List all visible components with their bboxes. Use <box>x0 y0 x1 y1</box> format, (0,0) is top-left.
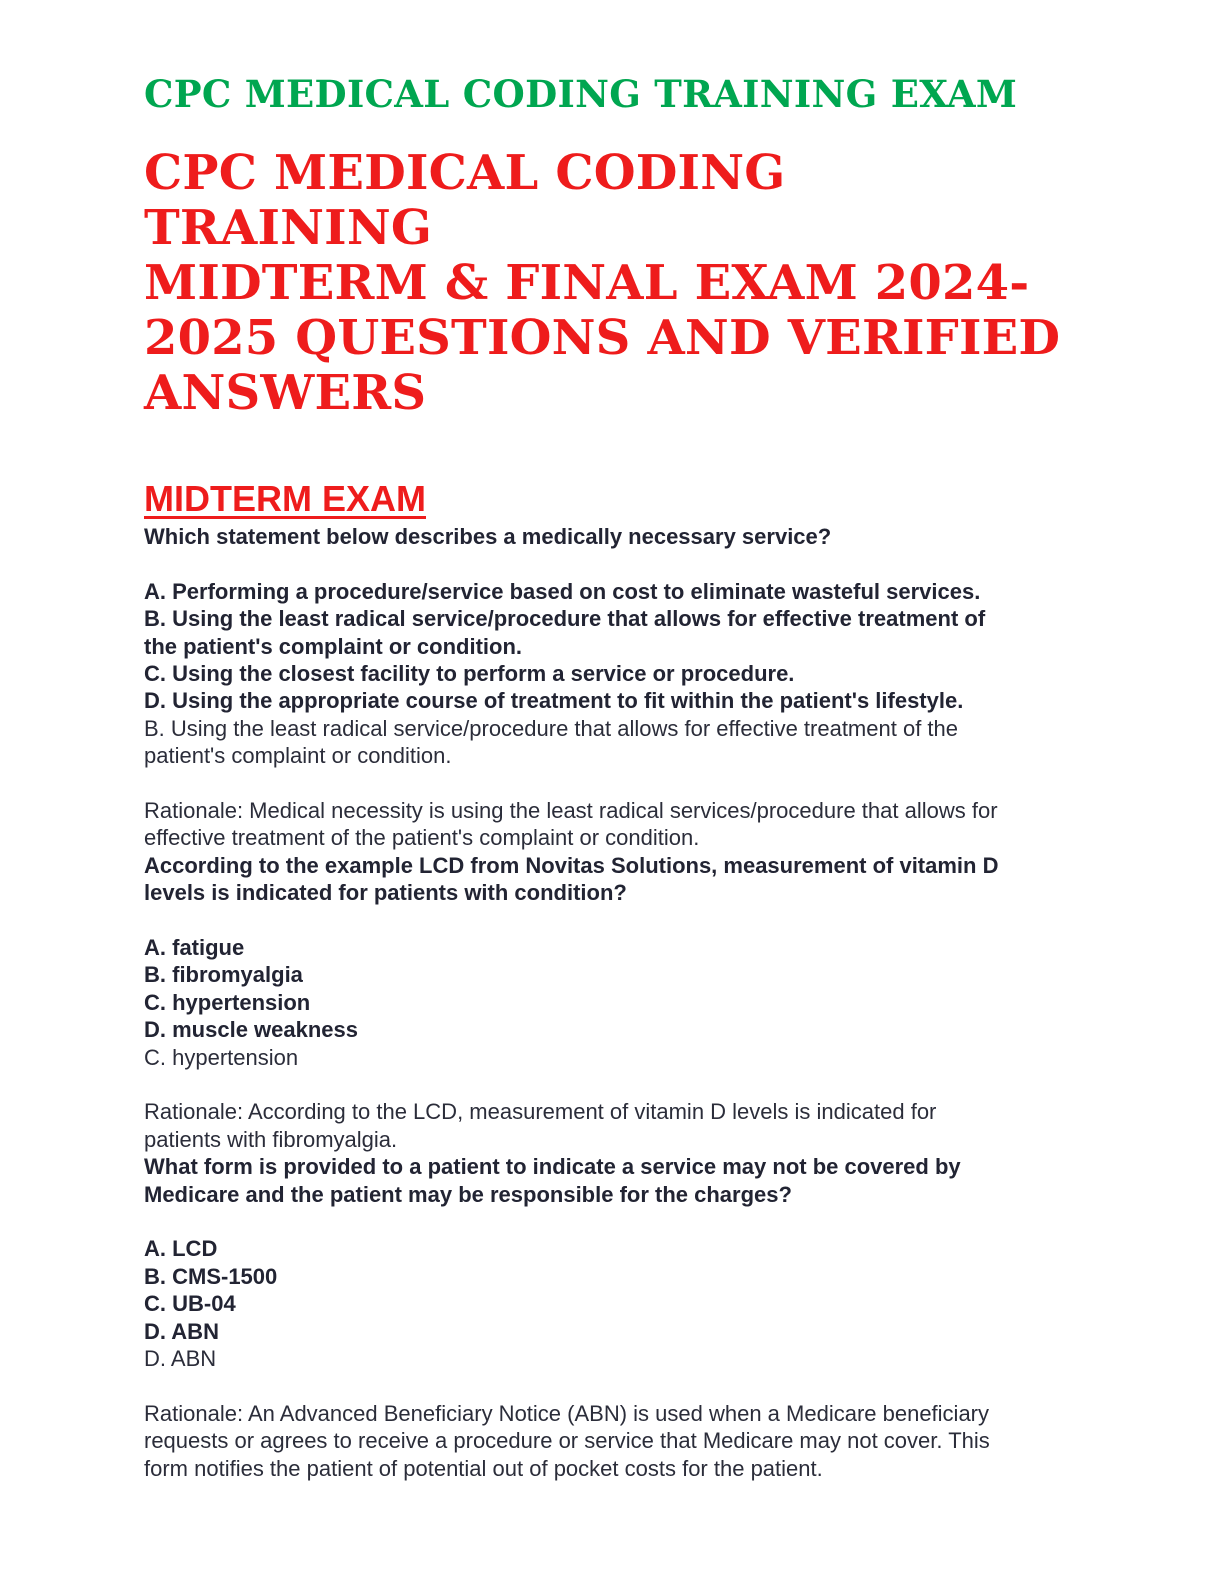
option-b <box>144 605 1084 660</box>
rationale-line: Rationale: Medical necessity is using the least radical services/procedure that allows for <box>144 798 998 824</box>
question-text <box>144 523 1084 550</box>
option-line: D. Using the appropriate course of treatment to fit within the patient's lifestyle. <box>144 688 964 714</box>
option-line: B. fibromyalgia <box>144 962 303 988</box>
answer-text <box>144 1044 1084 1071</box>
option-line: D. muscle weakness <box>144 1017 359 1043</box>
document-header: CPC MEDICAL CODING TRAINING EXAM <box>144 72 1018 116</box>
document-title <box>144 146 1084 421</box>
option-a <box>144 578 1084 605</box>
question-item <box>144 1153 1084 1482</box>
answer-line: D. ABN <box>144 1346 217 1372</box>
question-line: Medicare and the patient may be responsible for the charges? <box>144 1181 792 1207</box>
option-d <box>144 1016 1084 1043</box>
rationale-line: requests or agrees to receive a procedure or service that Medicare may not cover. This <box>144 1428 990 1454</box>
question-line: Which statement below describes a medically necessary service? <box>144 524 832 549</box>
option-c <box>144 1290 1084 1317</box>
option-c <box>144 660 1084 687</box>
answer-line: patient's complaint or condition. <box>144 743 452 769</box>
rationale-line: form notifies the patient of potential out of pocket costs for the patient. <box>144 1455 823 1481</box>
option-line: A. fatigue <box>144 935 245 961</box>
question-line: What form is provided to a patient to indicate a service may not be covered by <box>144 1154 961 1180</box>
question-text <box>144 1153 1084 1208</box>
option-line: D. ABN <box>144 1318 219 1344</box>
option-line: the patient's complaint or condition. <box>144 633 523 659</box>
rationale-text <box>144 1098 1084 1153</box>
section-heading: MIDTERM EXAM <box>144 478 426 519</box>
rationale-text <box>144 797 1084 852</box>
option-line: C. UB-04 <box>144 1291 236 1317</box>
rationale-line: Rationale: An Advanced Beneficiary Notice (ABN) is used when a Medicare beneficiary <box>144 1400 990 1426</box>
title-line: MIDTERM & FINAL EXAM 2024- <box>144 255 1030 311</box>
question-text <box>144 852 1084 907</box>
option-line: B. Using the least radical service/procedure that allows for effective treatment of <box>144 606 986 632</box>
option-line: C. hypertension <box>144 989 311 1015</box>
rationale-line: Rationale: According to the LCD, measurement of vitamin D levels is indicated for <box>144 1099 937 1125</box>
question-item <box>144 523 1084 852</box>
option-line: A. Performing a procedure/service based on cost to eliminate wasteful services. <box>144 578 981 604</box>
document-page <box>144 70 1084 1482</box>
rationale-text <box>144 1400 1084 1482</box>
rationale-line: effective treatment of the patient's complaint or condition. <box>144 825 700 851</box>
question-line: According to the example LCD from Novitas Solutions, measurement of vitamin D <box>144 852 999 878</box>
option-d <box>144 687 1084 714</box>
option-a <box>144 934 1084 961</box>
answer-line: B. Using the least radical service/procedure that allows for effective treatment of the <box>144 715 958 741</box>
option-line: A. LCD <box>144 1236 218 1262</box>
question-item <box>144 852 1084 1153</box>
title-line: CPC MEDICAL CODING TRAINING <box>144 145 786 256</box>
rationale-line: patients with fibromyalgia. <box>144 1126 398 1152</box>
answer-text <box>144 1345 1084 1372</box>
option-d <box>144 1318 1084 1345</box>
option-a <box>144 1235 1084 1262</box>
title-line: 2025 QUESTIONS AND VERIFIED <box>144 310 1061 366</box>
option-b <box>144 961 1084 988</box>
option-b <box>144 1263 1084 1290</box>
option-line: B. CMS-1500 <box>144 1263 278 1289</box>
question-line: levels is indicated for patients with condition? <box>144 880 627 906</box>
option-line: C. Using the closest facility to perform a service or procedure. <box>144 661 795 687</box>
option-c <box>144 989 1084 1016</box>
question-list <box>144 523 1084 1482</box>
title-line: ANSWERS <box>144 365 427 421</box>
answer-line: C. hypertension <box>144 1044 299 1070</box>
answer-text <box>144 715 1084 770</box>
